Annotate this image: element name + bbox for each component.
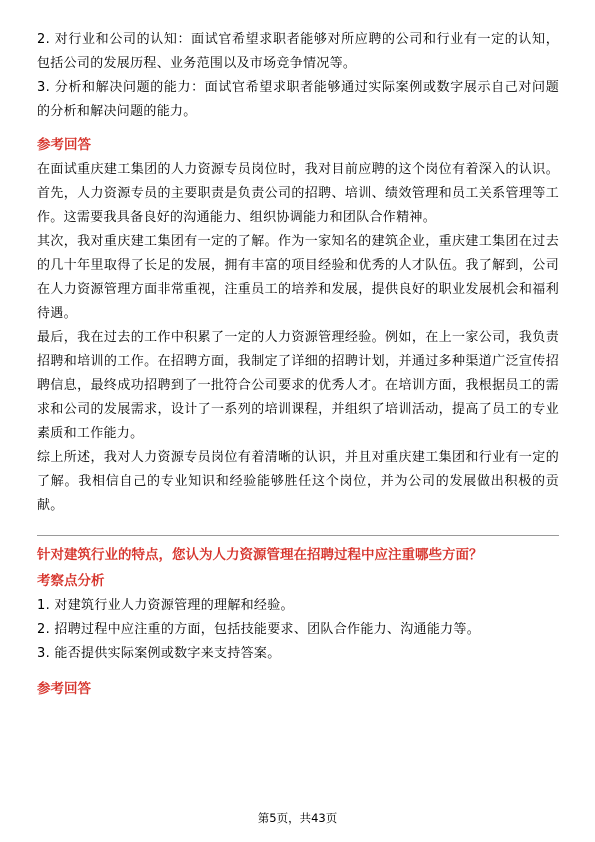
answer-paragraph: 在面试重庆建工集团的人力资源专员岗位时，我对目前应聘的这个岗位有着深入的认识。首先，人力资源专员的主要职责是负责公司的招聘、培训、绩效管理和员工关系管理等工作。这需要我具备良好的沟通能力、组织协调能力和团队合作精神。 <box>37 162 559 225</box>
section-divider <box>37 535 559 536</box>
list-item: 1. 对建筑行业人力资源管理的理解和经验。 <box>37 598 294 613</box>
list-item: 3. 能否提供实际案例或数字来支持答案。 <box>37 646 281 661</box>
list-item: 2. 对行业和公司的认知：面试官希望求职者能够对所应聘的公司和行业有一定的认知，包括公司的发展历程、业务范围以及市场竞争情况等。 <box>37 32 559 71</box>
reference-answer-heading: 参考回答 <box>37 681 91 697</box>
page-number: 第5页，共43页 <box>257 811 338 825</box>
question-heading: 针对建筑行业的特点，您认为人力资源管理在招聘过程中应注重哪些方面？ <box>37 547 483 563</box>
answer-paragraph: 综上所述，我对人力资源专员岗位有着清晰的认识，并且对重庆建工集团和行业有一定的了解。我相信自己的专业知识和经验能够胜任这个岗位，并为公司的发展做出积极的贡献。 <box>37 450 559 513</box>
list-item: 2. 招聘过程中应注重的方面，包括技能要求、团队合作能力、沟通能力等。 <box>37 622 481 637</box>
analysis-heading: 考察点分析 <box>37 573 105 589</box>
list-item: 3. 分析和解决问题的能力：面试官希望求职者能够通过实际案例或数字展示自己对问题的分析和解决问题的能力。 <box>37 80 559 119</box>
reference-answer-heading: 参考回答 <box>37 137 91 153</box>
answer-paragraph: 最后，我在过去的工作中积累了一定的人力资源管理经验。例如，在上一家公司，我负责招聘和培训的工作。在招聘方面，我制定了详细的招聘计划，并通过多种渠道广泛宣传招聘信息，最终成功招聘到了一批符合公司要求的优秀人才。在培训方面，我根据员工的需求和公司的发展需求，设计了一系列的培训课程，并组织了培训活动，提高了员工的专业素质和工作能力。 <box>37 330 559 441</box>
page-content <box>37 28 559 700</box>
answer-paragraph: 其次，我对重庆建工集团有一定的了解。作为一家知名的建筑企业，重庆建工集团在过去的几十年里取得了长足的发展，拥有丰富的项目经验和优秀的人才队伍。我了解到，公司在人力资源管理方面非常重视，注重员工的培养和发展，提供良好的职业发展机会和福利待遇。 <box>37 234 559 321</box>
